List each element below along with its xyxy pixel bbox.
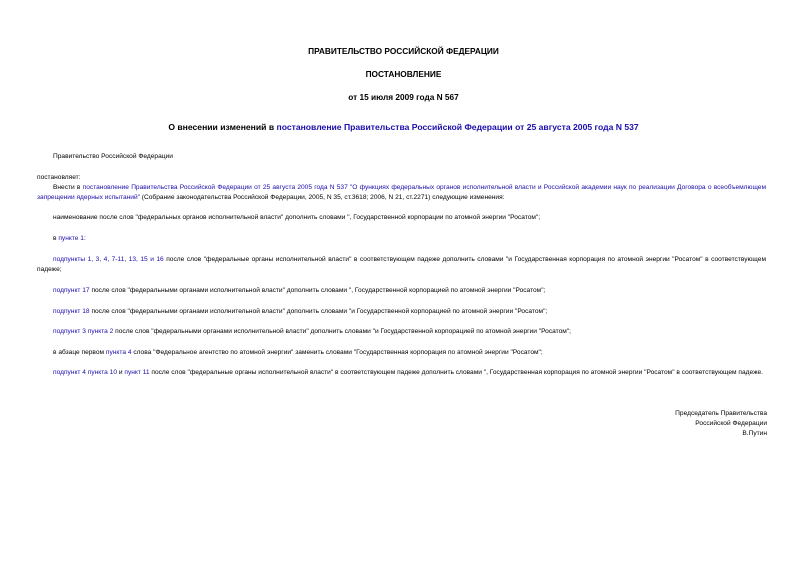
- link-item-11[interactable]: пункт 11: [124, 369, 150, 376]
- link-item-1[interactable]: пункте 1: [58, 235, 84, 242]
- paragraph-items-10-11: подпункт 4 пункта 10 и пункт 11 после слов "федеральные органы исполнительной власти" в соответствующем падеже дополнить словами ", Государственная корпорация по атомной энергии "Росатом" в соответствующем падеже.: [53, 369, 763, 376]
- link-subitem-4-item-10[interactable]: подпункт 4 пункта 10: [53, 369, 118, 376]
- paragraph-amendments: Внести в постановление Правительства Российской Федерации от 25 августа 2005 года N 537 "О функциях федеральных органов исполнительной власти и Российской академии наук по реализации Договора о всеобъемлющем запрещении ядерных испытаний" (Собрание законодательства Российской Федерации, 2005, N 35, ст.3618; 2006, N 21, ст.2271) следующие изменения:: [37, 184, 766, 201]
- link-subitems[interactable]: подпункты 1, 3, 4, 7-11, 13, 15 и 16: [53, 256, 164, 263]
- paragraph-government: Правительство Российской Федерации: [53, 153, 173, 160]
- signature-block: [567, 409, 767, 439]
- document-date: от 15 июля 2009 года N 567: [348, 92, 459, 102]
- link-subitem-3-item-2[interactable]: подпункт 3 пункта 2: [53, 328, 114, 335]
- paragraph-subitems: подпункты 1, 3, 4, 7-11, 13, 15 и 16 после слов "федеральные органы исполнительной власти" в соответствующем падеже дополнить словами "и Государственная корпорация по атомной энергии "Росатом" в соответствующем падеже;: [37, 256, 766, 273]
- paragraph-subitem-17: подпункт 17 после слов "федеральными органами исполнительной власти" дополнить словами ", Государственной корпорацией по атомной энергии "Росатом";: [53, 287, 546, 294]
- link-subitem-18[interactable]: подпункт 18: [53, 308, 90, 315]
- government-heading: ПРАВИТЕЛЬСТВО РОССИЙСКОЙ ФЕДЕРАЦИИ: [308, 46, 499, 56]
- paragraph-item-2: подпункт 3 пункта 2 после слов "федеральными органами исполнительной власти" дополнить словами "и Государственной корпорацией по атомной энергии "Росатом";: [53, 328, 571, 335]
- paragraph-item-1: в пункте 1:: [53, 235, 86, 242]
- signature-org: Российской Федерации: [695, 420, 767, 427]
- paragraph-resolves: постановляет:: [37, 174, 81, 181]
- paragraph-item-4: в абзаце первом пункта 4 слова "Федеральное агентство по атомной энергии" заменить словами "Государственная корпорация по атомной энергии "Росатом";: [53, 349, 543, 356]
- signature-name: В.Путин: [742, 430, 767, 437]
- paragraph-subitem-18: подпункт 18 после слов "федеральными органами исполнительной власти" дополнить словами "и Государственной корпорацией по атомной энергии "Росатом";: [53, 308, 548, 315]
- title-link[interactable]: постановление Правительства Российской Федерации от 25 августа 2005 года N 537: [276, 122, 639, 132]
- document-title: [0, 122, 807, 132]
- signature-position: Председатель Правительства: [675, 410, 767, 417]
- link-subitem-17[interactable]: подпункт 17: [53, 287, 90, 294]
- document-type: ПОСТАНОВЛЕНИЕ: [365, 69, 442, 79]
- title-prefix: О внесении изменений в: [168, 122, 277, 132]
- paragraph-name-change: наименование после слов "федеральных органов исполнительной власти" дополнить словами ", Государственной корпорации по атомной энергии "Росатом";: [53, 214, 541, 221]
- link-resolution-537[interactable]: постановление Правительства Российской Федерации от 25 августа 2005 года N 537 "О функциях федеральных органов исполнительной власти и Российской академии наук по реализации Договора о всеобъемлющем запрещении ядерных испытаний": [37, 184, 766, 201]
- link-item-4[interactable]: пункта 4: [105, 349, 132, 356]
